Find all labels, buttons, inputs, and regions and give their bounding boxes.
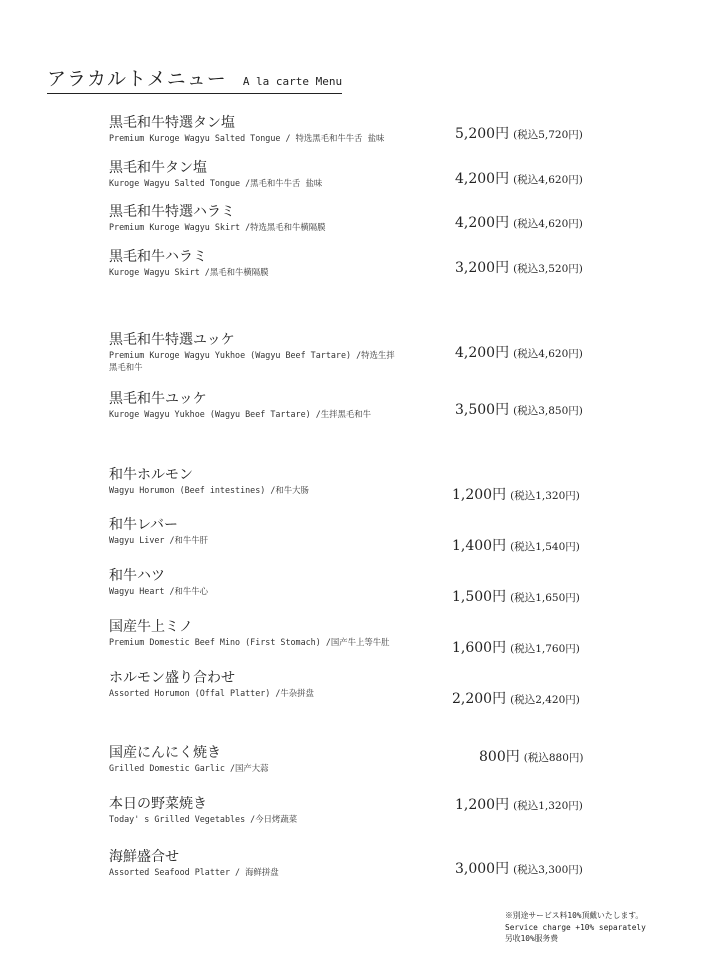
item-price bbox=[452, 484, 580, 504]
menu-item bbox=[109, 204, 709, 233]
price-tax-included: (税込5,720円) bbox=[513, 129, 583, 141]
menu-item bbox=[109, 670, 709, 707]
price-value: 1,200円 bbox=[455, 797, 510, 813]
note-line-en: Service charge +10% separately bbox=[505, 922, 646, 932]
menu-item bbox=[109, 796, 709, 825]
item-price bbox=[452, 688, 580, 708]
price-value: 4,200円 bbox=[455, 215, 510, 231]
item-price bbox=[455, 168, 583, 188]
item-description: Premium Domestic Beef Mino (First Stomach) /国产牛上等牛肚 bbox=[109, 637, 390, 647]
menu-item bbox=[109, 568, 709, 605]
item-price bbox=[455, 123, 583, 143]
item-name: 黒毛和牛特選ハラミ bbox=[109, 204, 235, 220]
item-price bbox=[455, 212, 583, 232]
price-tax-included: (税込1,650円) bbox=[510, 592, 580, 604]
price-tax-included: (税込4,620円) bbox=[513, 218, 583, 230]
price-tax-included: (税込2,420円) bbox=[510, 694, 580, 706]
menu-item bbox=[109, 619, 709, 656]
menu-item bbox=[109, 160, 709, 189]
menu-item bbox=[109, 517, 709, 554]
item-name: 黒毛和牛ユッケ bbox=[109, 391, 207, 407]
item-name: 黒毛和牛特選タン塩 bbox=[109, 115, 235, 131]
price-tax-included: (税込4,620円) bbox=[513, 348, 583, 360]
item-name: 黒毛和牛特選ユッケ bbox=[109, 332, 235, 348]
price-tax-included: (税込4,620円) bbox=[513, 174, 583, 186]
item-name: 和牛ハツ bbox=[109, 568, 165, 584]
price-value: 3,500円 bbox=[455, 402, 510, 418]
price-tax-included: (税込1,320円) bbox=[510, 490, 580, 502]
price-value: 3,200円 bbox=[455, 260, 510, 276]
menu-item bbox=[109, 849, 709, 878]
price-tax-included: (税込3,520円) bbox=[513, 263, 583, 275]
item-description: Wagyu Heart /和牛牛心 bbox=[109, 586, 209, 596]
item-description: Kuroge Wagyu Skirt /黑毛和牛横隔膜 bbox=[109, 267, 269, 277]
item-description: Premium Kuroge Wagyu Salted Tongue / 特选黑毛和牛牛舌 盐味 bbox=[109, 133, 385, 143]
service-charge-note bbox=[505, 910, 646, 945]
item-name: 和牛レバー bbox=[109, 517, 179, 533]
item-name: 海鮮盛合せ bbox=[109, 849, 179, 865]
item-name: ホルモン盛り合わせ bbox=[109, 670, 235, 686]
item-price bbox=[455, 794, 583, 814]
price-value: 1,600円 bbox=[452, 640, 507, 656]
price-tax-included: (税込3,850円) bbox=[513, 405, 583, 417]
item-description: Kuroge Wagyu Yukhoe (Wagyu Beef Tartare) /生拌黑毛和牛 bbox=[109, 409, 372, 419]
item-price bbox=[452, 535, 580, 555]
price-value: 3,000円 bbox=[455, 861, 510, 877]
item-price bbox=[455, 257, 583, 277]
menu-item bbox=[109, 115, 709, 144]
menu-title bbox=[47, 64, 342, 94]
item-name: 和牛ホルモン bbox=[109, 467, 193, 483]
menu-item bbox=[109, 249, 709, 278]
note-line-jp: ※別途サービス料10%頂戴いたします。 bbox=[505, 911, 644, 920]
item-name: 黒毛和牛ハラミ bbox=[109, 249, 207, 265]
menu-item bbox=[109, 391, 709, 420]
item-name: 国産牛上ミノ bbox=[109, 619, 193, 635]
price-value: 5,200円 bbox=[455, 126, 510, 142]
item-price bbox=[455, 858, 583, 878]
price-value: 800円 bbox=[479, 749, 520, 765]
item-price bbox=[452, 637, 580, 657]
price-tax-included: (税込880円) bbox=[523, 752, 584, 764]
menu-item bbox=[109, 745, 709, 774]
price-tax-included: (税込1,760円) bbox=[510, 643, 580, 655]
item-description: Grilled Domestic Garlic /国产大蒜 bbox=[109, 763, 269, 773]
price-tax-included: (税込3,300円) bbox=[513, 864, 583, 876]
item-price bbox=[455, 342, 583, 362]
price-tax-included: (税込1,540円) bbox=[510, 541, 580, 553]
item-description: Kuroge Wagyu Salted Tongue /黑毛和牛牛舌 盐味 bbox=[109, 178, 323, 188]
item-description: Premium Kuroge Wagyu Yukhoe (Wagyu Beef Tartare) /特选生拌黑毛和牛 bbox=[109, 350, 395, 372]
menu-title-en: A la carte Menu bbox=[242, 75, 343, 88]
item-description: Premium Kuroge Wagyu Skirt /特选黑毛和牛横隔膜 bbox=[109, 222, 326, 232]
item-description: Assorted Seafood Platter / 海鲜拼盘 bbox=[109, 867, 279, 877]
price-value: 1,400円 bbox=[452, 538, 507, 554]
item-price bbox=[452, 586, 580, 606]
menu-item bbox=[109, 467, 709, 503]
price-tax-included: (税込1,320円) bbox=[513, 800, 583, 812]
item-description: Today' s Grilled Vegetables /今日烤蔬菜 bbox=[109, 814, 298, 824]
price-value: 1,200円 bbox=[452, 487, 507, 503]
price-value: 4,200円 bbox=[455, 345, 510, 361]
menu-title-jp: アラカルトメニュー bbox=[47, 68, 227, 90]
price-value: 2,200円 bbox=[452, 691, 507, 707]
price-value: 1,500円 bbox=[452, 589, 507, 605]
price-value: 4,200円 bbox=[455, 171, 510, 187]
item-description: Assorted Horumon (Offal Platter) /牛杂拼盘 bbox=[109, 688, 314, 698]
item-price bbox=[479, 746, 583, 766]
note-line-zh: 另收10%服务费 bbox=[505, 934, 559, 943]
item-description: Wagyu Horumon (Beef intestines) /和牛大肠 bbox=[109, 485, 309, 495]
item-description: Wagyu Liver /和牛牛肝 bbox=[109, 535, 209, 545]
item-price bbox=[455, 399, 583, 419]
item-name: 国産にんにく焼き bbox=[109, 745, 221, 761]
item-name: 黒毛和牛タン塩 bbox=[109, 160, 207, 176]
item-name: 本日の野菜焼き bbox=[109, 796, 207, 812]
menu-item bbox=[109, 332, 709, 373]
